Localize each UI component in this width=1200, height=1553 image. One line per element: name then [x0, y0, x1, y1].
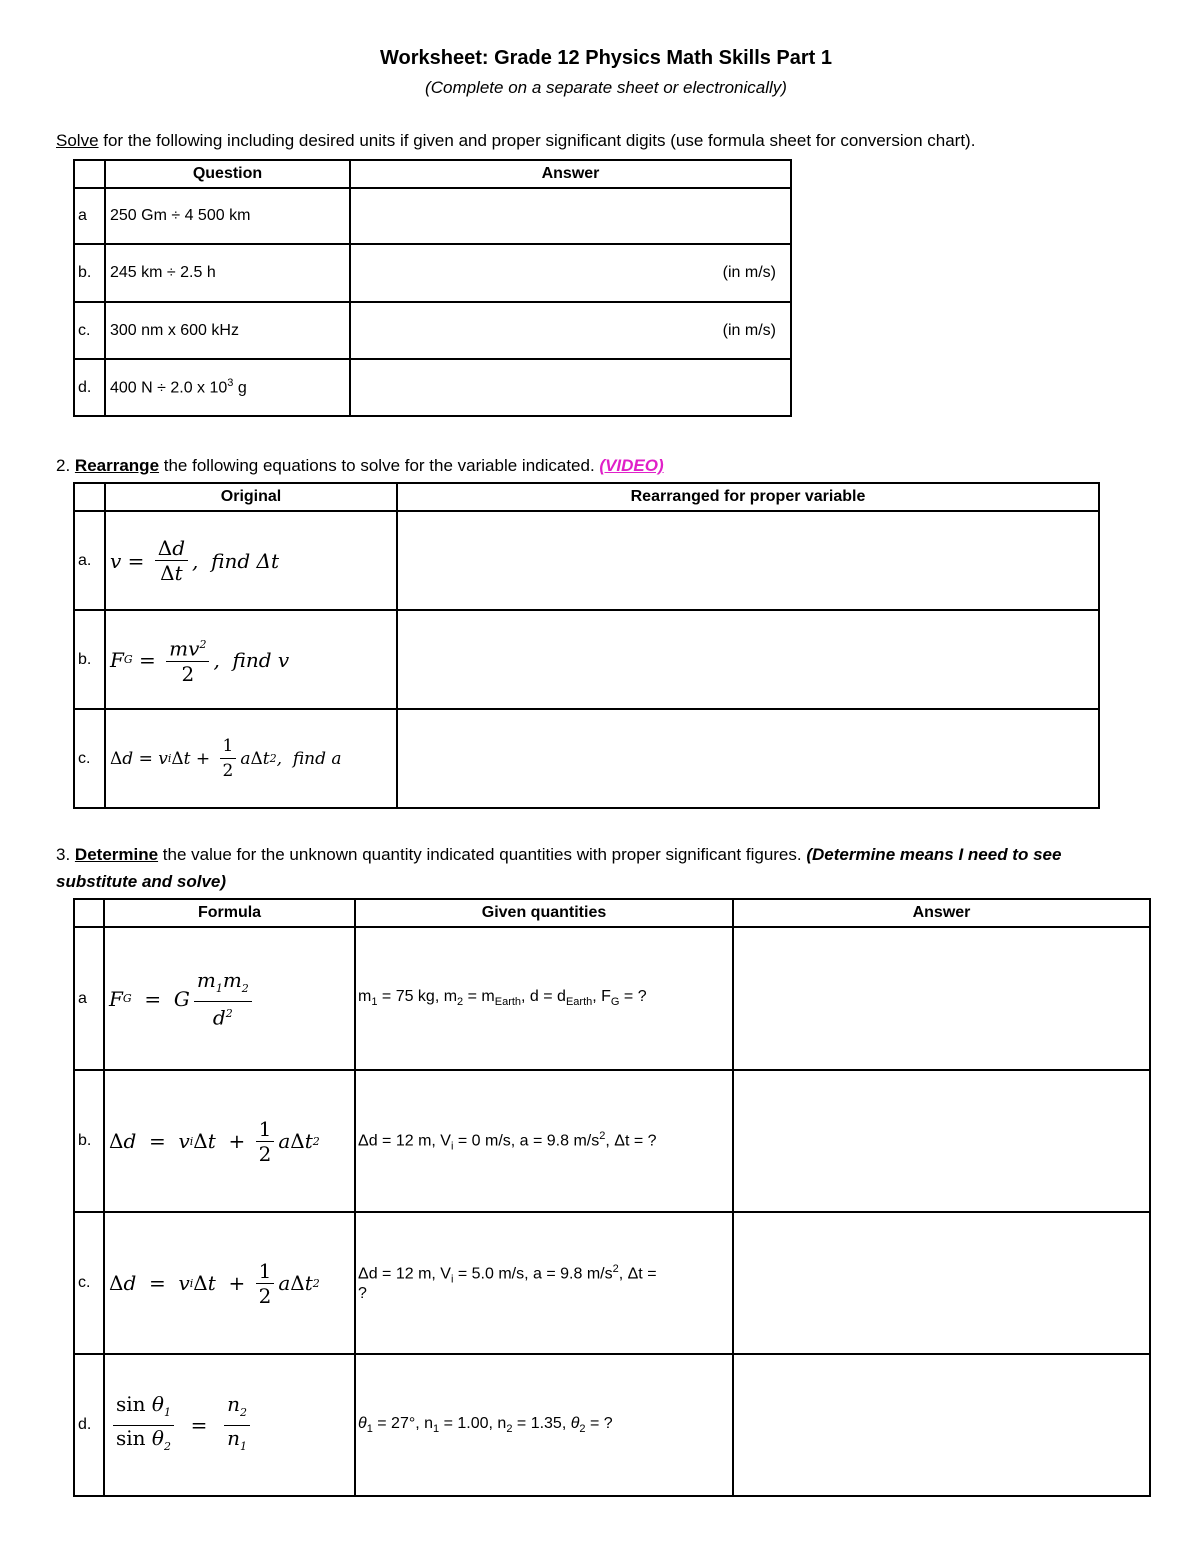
section3-instruction: 3. Determine the value for the unknown quantity indicated quantities with proper significant figures. (Determine means I need to see substitute and solve) [56, 845, 1062, 891]
section3-keyword: Determine [74, 845, 159, 864]
page-title: Worksheet: Grade 12 Physics Math Skills Part 1 [379, 47, 833, 69]
table-row [74, 1070, 1150, 1212]
question-cell: 300 nm x 600 kHz [105, 302, 350, 359]
table-row [74, 1354, 1150, 1496]
equation-velocity: v = $\frac{\Delta d}{\Delta t}$ , find Δt [110, 536, 279, 585]
answer-cell[interactable] [397, 709, 1099, 808]
section3-table [73, 898, 1151, 1497]
row-label: c. [74, 709, 105, 808]
table-row [74, 359, 791, 416]
col-header-rearranged: Rearranged for proper variable [397, 483, 1099, 511]
given-quantities: Δd = 12 m, $V_i = 5.0$ m/s, a = 9.8 $m/s^2$, Δt = ? [355, 1212, 733, 1354]
answer-cell[interactable] [397, 610, 1099, 709]
answer-cell[interactable]: (in m/s) [350, 244, 791, 302]
section1-instruction [56, 127, 975, 154]
answer-cell[interactable] [733, 1212, 1150, 1354]
question-cell: 245 km ÷ 2.5 h [105, 244, 350, 302]
answer-cell[interactable] [397, 511, 1099, 610]
table-row [74, 709, 1099, 808]
question-cell: 250 Gm ÷ 4 500 km [105, 188, 350, 244]
row-label: b. [74, 610, 105, 709]
row-label: a. [74, 511, 105, 610]
section1-instruction-text: for the following including desired units if given and proper significant digits (use formula sheet for conversion chart). [98, 131, 976, 150]
section2-table [73, 482, 1100, 809]
given-quantities: $m_1 = 75$ kg, $m_2 = m_{Earth}$, $d = d_{Earth}$, $F_G$ = ? [355, 927, 733, 1070]
equation-cell [105, 610, 397, 709]
formula-snell: $\frac{\sin \theta_1}{\sin \theta_2}$ = $\frac{n_2}{n_1}$ [109, 1392, 254, 1459]
row-label: b. [74, 1070, 104, 1212]
answer-cell[interactable] [733, 1354, 1150, 1496]
given-quantities: Δd = 12 m, $V_i = 0$ m/s, a = 9.8 $m/s^2$, Δt = ? [355, 1070, 733, 1212]
equation-cell [105, 709, 397, 808]
table-row [74, 511, 1099, 610]
table-row [74, 610, 1099, 709]
formula-cell [104, 1070, 355, 1212]
equation-force: F G = $\frac{mv^2}{2}$ , find v [110, 633, 289, 686]
answer-cell[interactable] [733, 927, 1150, 1070]
answer-cell[interactable] [350, 359, 791, 416]
question-cell: 400 N ÷ 2.0 x $10^3$ g [105, 359, 350, 416]
formula-kinematics: Δ d = v i Δ t + $\frac{1}{2}$ a Δ t 2 [109, 1116, 320, 1166]
formula-cell [104, 1212, 355, 1354]
given-quantities: $\theta_1 = 27^\circ$, $n_1 = 1.00$, $n_2 = 1.35$, $\theta_2$ = ? [355, 1354, 733, 1496]
col-header-answer: Answer [733, 899, 1150, 927]
table-row [74, 1212, 1150, 1354]
col-header-formula: Formula [104, 899, 355, 927]
video-link[interactable]: (VIDEO) [599, 456, 664, 475]
section3-note: (Determine means I need to see substitute and solve) [56, 845, 1062, 891]
row-label: a [74, 927, 104, 1070]
row-label: b. [74, 244, 105, 302]
row-label: c. [74, 1212, 104, 1354]
col-header-question: Question [105, 160, 350, 188]
row-label: c. [74, 302, 105, 359]
formula-gravitation: F G = G $\frac{m_1m_2}{d^2}$ [109, 968, 256, 1030]
answer-cell[interactable] [733, 1070, 1150, 1212]
section2-instruction: 2. Rearrange the following equations to solve for the variable indicated. (VIDEO) [56, 456, 664, 475]
section1-table [73, 159, 792, 417]
table-row [74, 244, 791, 302]
table-row [74, 302, 791, 359]
equation-cell [105, 511, 397, 610]
table-row [74, 927, 1150, 1070]
answer-cell[interactable]: (in m/s) [350, 302, 791, 359]
col-header-given: Given quantities [355, 899, 733, 927]
col-header-answer: Answer [350, 160, 791, 188]
row-label: d. [74, 359, 105, 416]
table-row [74, 188, 791, 244]
section1-keyword: Solve [56, 131, 99, 150]
answer-cell[interactable] [350, 188, 791, 244]
row-label: d. [74, 1354, 104, 1496]
section2-keyword: Rearrange [74, 456, 160, 475]
formula-cell [104, 1354, 355, 1496]
page-subtitle: (Complete on a separate sheet or electronically) [425, 78, 787, 97]
formula-kinematics: Δ d = v i Δ t + $\frac{1}{2}$ a Δ t 2 [109, 1258, 320, 1308]
col-header-original: Original [105, 483, 397, 511]
formula-cell [104, 927, 355, 1070]
row-label: a [74, 188, 105, 244]
equation-displacement: Δ d = v i Δ t + $\frac{1}{2}$ a Δ t 2 , find a [110, 736, 342, 781]
